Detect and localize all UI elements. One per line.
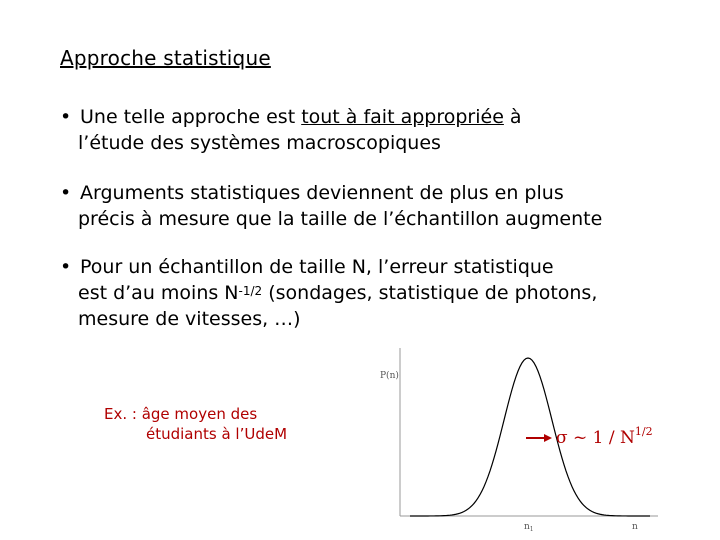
y-axis-label: P(n) (380, 371, 399, 381)
bullet-text: Une telle approche est (80, 106, 302, 128)
bullet-text: est d’au moins N (78, 282, 239, 304)
bullet-text: Pour un échantillon de taille N, l’erreur statistique (80, 256, 554, 278)
bullet-underlined-text: tout à fait appropriée (301, 106, 504, 128)
bullet-text: (sondages, statistique de photons, (262, 282, 598, 304)
bullet-marker: • (60, 106, 72, 128)
exponent: -1/2 (238, 284, 263, 298)
bullet-marker: • (60, 182, 72, 204)
example-line: étudiants à l’UdeM (146, 425, 288, 443)
bullet-text: à (503, 106, 522, 128)
sigma-formula: σ ~ $1 / N^{1/2}$ (556, 425, 653, 448)
bullet-text: Arguments statistiques deviennent de plus en plus (80, 182, 564, 204)
example-line: Ex. : âge moyen des (104, 405, 258, 423)
sigma-exponent: 1/2 (634, 425, 653, 438)
peak-label: $n_1$ (524, 522, 534, 532)
bullet-continuation: mesure de vitesses, …) (78, 308, 301, 330)
x-axis-label: n (632, 522, 638, 532)
bullet-marker: • (60, 256, 72, 278)
bullet-continuation: précis à mesure que la taille de l’échantillon augmente (78, 208, 603, 230)
bullet-continuation: l’étude des systèmes macroscopiques (78, 132, 441, 154)
slide-title: Approche statistique (60, 46, 271, 70)
